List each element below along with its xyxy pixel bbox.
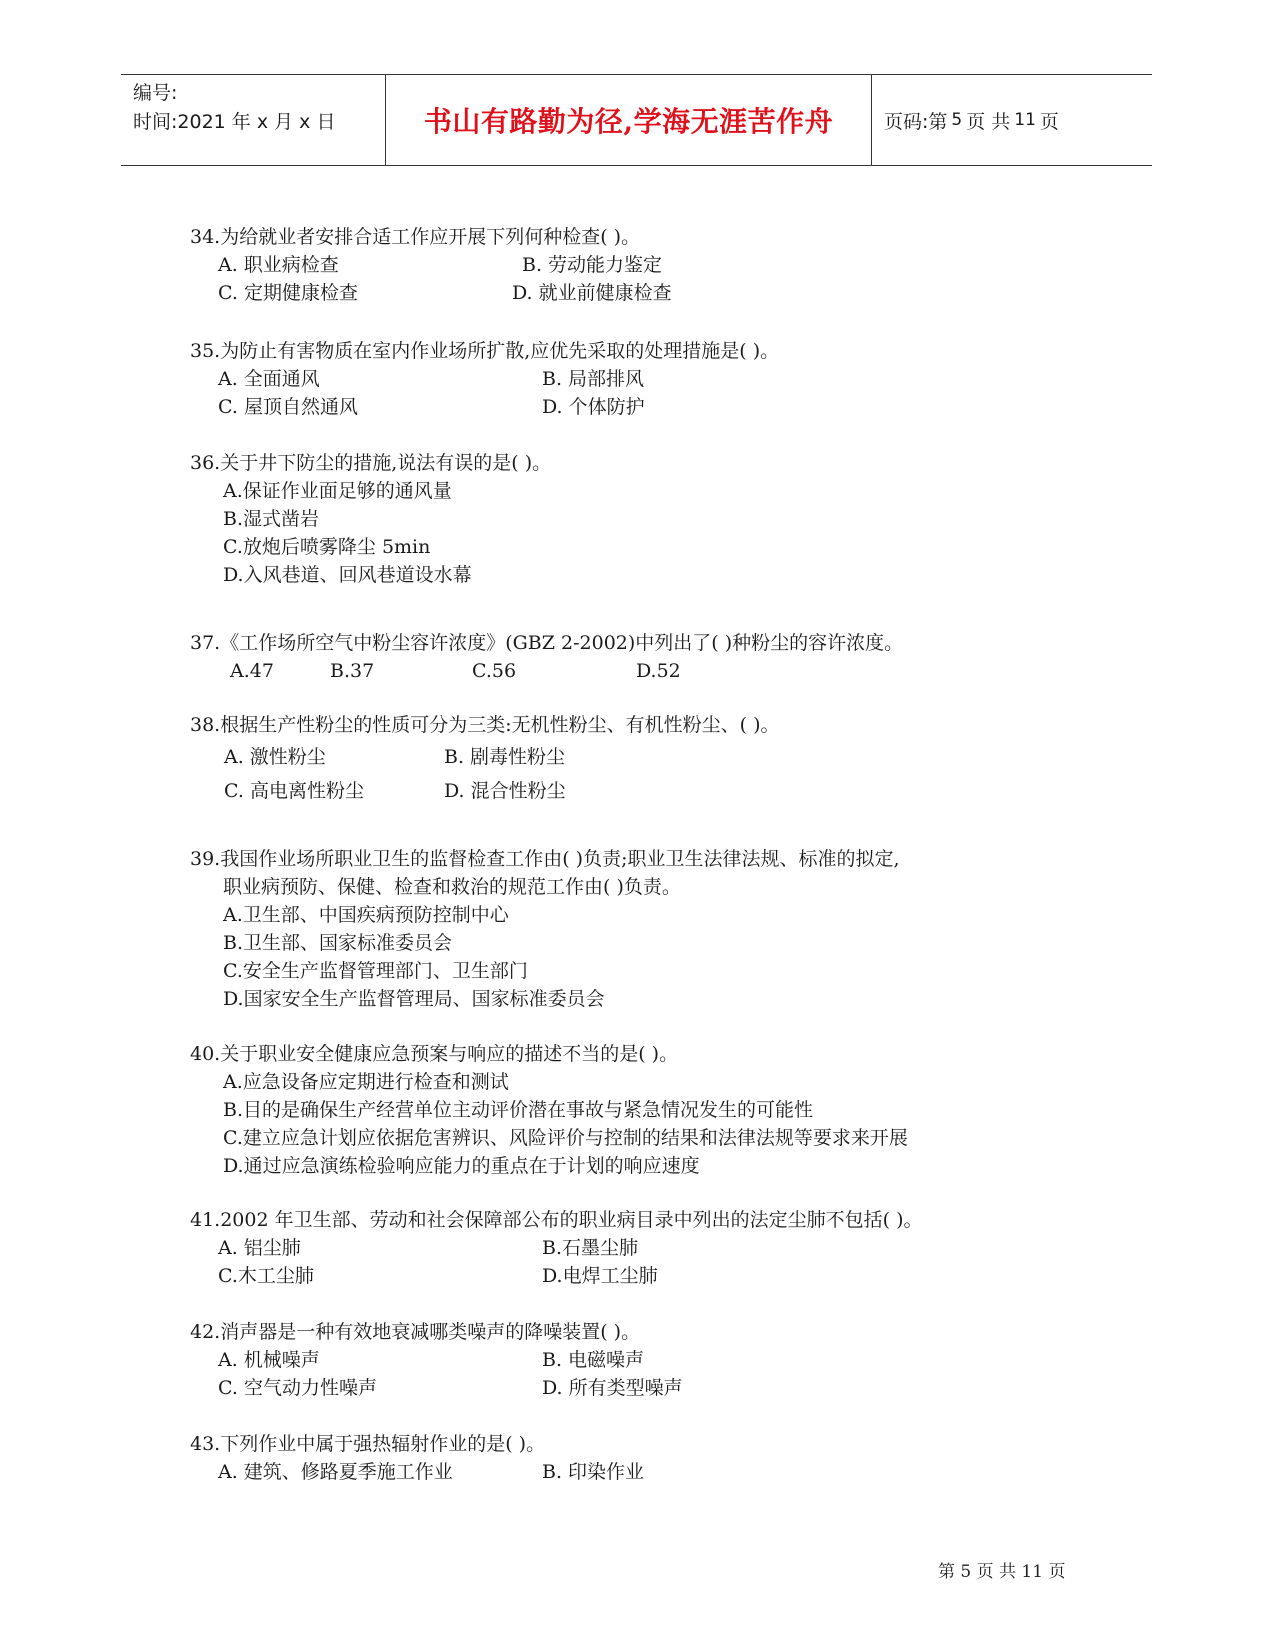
question-stem: 38.根据生产性粉尘的性质可分为三类:无机性粉尘、有机性粉尘、( )。: [190, 714, 780, 736]
option-d: D.52: [636, 660, 681, 682]
question-41: [190, 1206, 922, 1290]
option-a: A. 激性粉尘: [224, 746, 326, 768]
question-stem: 39.我国作业场所职业卫生的监督检查工作由( )负责;职业卫生法律法规、标准的拟定,: [190, 848, 900, 870]
option-d: D. 混合性粉尘: [444, 780, 566, 802]
question-stem: 35.为防止有害物质在室内作业场所扩散,应优先采取的处理措施是( )。: [190, 340, 780, 362]
option-b: B. 局部排风: [542, 368, 645, 390]
option-b: B.卫生部、国家标准委员会: [223, 932, 453, 954]
page-mid: 页 共: [966, 110, 1011, 133]
header-meta: [121, 75, 385, 165]
option-a: A.应急设备应定期进行检查和测试: [223, 1071, 509, 1093]
option-d: D.国家安全生产监督管理局、国家标准委员会: [223, 988, 605, 1010]
page-prefix: 页码:第: [884, 110, 948, 133]
option-c: C.建立应急计划应依据危害辨识、风险评价与控制的结果和法律法规等要求来开展: [223, 1127, 908, 1149]
option-a: A. 铝尘肺: [218, 1237, 301, 1259]
option-d: D. 个体防护: [542, 396, 645, 418]
question-stem: 34.为给就业者安排合适工作应开展下列何种检查( )。: [190, 226, 641, 248]
option-c: C.放炮后喷雾降尘 5min: [223, 536, 431, 558]
question-stem: 37.《工作场所空气中粉尘容许浓度》(GBZ 2-2002)中列出了( )种粉尘的容许浓度。: [190, 632, 904, 654]
option-b: B. 劳动能力鉴定: [522, 254, 663, 276]
option-a: A.保证作业面足够的通风量: [223, 480, 452, 502]
document-number-label: 编号:: [133, 82, 178, 104]
page-suffix: 页: [1039, 110, 1059, 133]
question-42: [190, 1318, 683, 1402]
option-a: A.47: [230, 660, 274, 682]
question-stem: 42.消声器是一种有效地衰减哪类噪声的降噪装置( )。: [190, 1321, 641, 1343]
option-b: B. 电磁噪声: [542, 1349, 645, 1371]
option-a: A.卫生部、中国疾病预防控制中心: [223, 904, 509, 926]
page-current: 5: [951, 110, 963, 130]
option-c: C. 定期健康检查: [218, 282, 358, 304]
page-footer: 第 5 页 共 11 页: [938, 1562, 1066, 1582]
option-a: A. 建筑、修路夏季施工作业: [218, 1461, 453, 1483]
question-36: [190, 449, 551, 589]
option-b: B. 印染作业: [542, 1461, 645, 1483]
option-b: B.湿式凿岩: [223, 508, 320, 530]
question-37: [190, 629, 903, 685]
question-stem: 41.2002 年卫生部、劳动和社会保障部公布的职业病目录中列出的法定尘肺不包括( )。: [190, 1209, 923, 1231]
option-b: B.石墨尘肺: [542, 1237, 639, 1259]
option-c: C.安全生产监督管理部门、卫生部门: [223, 960, 528, 982]
option-a: A. 职业病检查: [218, 254, 339, 276]
option-c: C.木工尘肺: [218, 1265, 314, 1287]
option-d: D.通过应急演练检验响应能力的重点在于计划的响应速度: [223, 1155, 700, 1177]
document-time-label: 时间:2021 年 x 月 x 日: [133, 111, 336, 133]
option-d: D. 就业前健康检查: [512, 282, 672, 304]
option-b: B.目的是确保生产经营单位主动评价潜在事故与紧急情况发生的可能性: [223, 1099, 814, 1121]
question-stem: 36.关于井下防尘的措施,说法有误的是( )。: [190, 452, 552, 474]
option-b: B. 剧毒性粉尘: [444, 746, 566, 768]
option-a: A. 全面通风: [218, 368, 320, 390]
page-header: [121, 74, 1152, 166]
page-total: 11: [1014, 110, 1036, 130]
question-stem-continued: 职业病预防、保健、检查和救治的规范工作由( )负责。: [223, 876, 681, 898]
header-motto: 书山有路勤为径,学海无涯苦作舟: [385, 75, 872, 165]
question-40: [190, 1040, 908, 1180]
question-43: [190, 1430, 644, 1486]
option-c: C.56: [472, 660, 517, 682]
option-c: C. 高电离性粉尘: [224, 780, 364, 802]
question-35: [190, 337, 779, 421]
option-c: C. 屋顶自然通风: [218, 396, 358, 418]
question-38: [190, 711, 779, 811]
option-c: C. 空气动力性噪声: [218, 1377, 377, 1399]
header-page-indicator: [872, 75, 1152, 165]
option-d: D. 所有类型噪声: [542, 1377, 683, 1399]
question-stem: 40.关于职业安全健康应急预案与响应的描述不当的是( )。: [190, 1043, 679, 1065]
option-d: D.入风巷道、回风巷道设水幕: [223, 564, 472, 586]
question-stem: 43.下列作业中属于强热辐射作业的是( )。: [190, 1433, 546, 1455]
question-34: [190, 223, 672, 307]
option-a: A. 机械噪声: [218, 1349, 320, 1371]
question-39: [190, 845, 900, 1013]
option-b: B.37: [330, 660, 375, 682]
option-d: D.电焊工尘肺: [542, 1265, 658, 1287]
